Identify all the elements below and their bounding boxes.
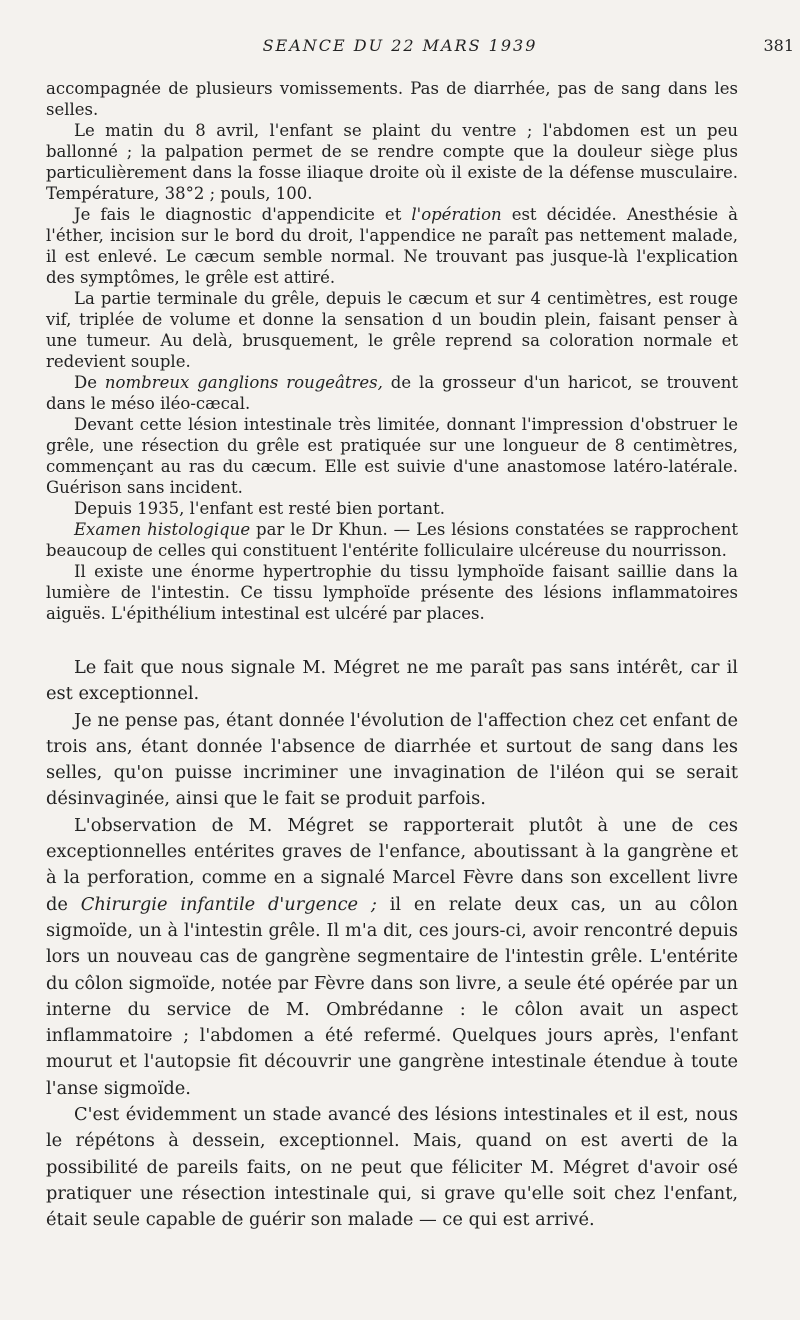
- paragraph: [46, 708, 738, 813]
- text-run: La partie terminale du grêle, depuis le cæcum et sur 4 centimètres, est rouge vif, triplée de volume et donne la sensation d un boudin plein, faisant penser à une tumeur. Au delà, brusquement, le grêle reprend sa coloration normale et redevient souple.: [46, 289, 738, 371]
- italic-text: nombreux ganglions rougeâtres,: [104, 373, 383, 392]
- paragraph: [46, 813, 738, 1102]
- running-header: [0, 36, 800, 60]
- text-run: Depuis 1935, l'enfant est resté bien portant.: [74, 499, 446, 518]
- paragraph: [46, 372, 738, 414]
- text-run: C'est évidemment un stade avancé des lésions intestinales et il est, nous le répétons à dessein, exceptionnel. Mais, quand on est averti de la possibilité de pareils faits, on ne peut que féliciter M. Mégret d'avoir osé pratiquer une résection intestinale qui, si grave qu'elle soit chez l'enfant, était seule capable de guérir son malade — ce qui est arrivé.: [46, 1104, 738, 1231]
- text-run: de la grosseur d'un haricot, se trouvent dans le méso iléo-cæcal.: [46, 373, 739, 413]
- text-run: De: [74, 373, 105, 392]
- text-run: Je ne pense pas, étant donnée l'évolution de l'affection chez cet enfant de trois ans, étant donnée l'absence de diarrhée et surtout de sang dans les selles, qu'on puisse incriminer une invagination de l'iléon qui se serait désinvaginée, ainsi que le fait se produit parfois.: [46, 709, 738, 810]
- paragraph: [46, 1102, 738, 1233]
- case-observation-text: [46, 78, 738, 624]
- paragraph: [46, 414, 738, 498]
- paragraph: [46, 561, 738, 624]
- page-number: 381: [763, 36, 794, 55]
- text-run: il en relate deux cas, un au côlon sigmoïde, un à l'intestin grêle. Il m'a dit, ces jours-ci, avoir rencontré depuis lors un nouveau cas de gangrène segmentaire de l'intestin grêle. L'entérite du côlon sigmoïde, notée par Fèvre dans son livre, a seule été opérée par un interne du service de M. Ombrédanne : le côlon avait un aspect inflammatoire ; l'abdomen a été refermé. Quelques jours après, l'enfant mourut et l'autopsie fit découvrir une gangrène intestinale étendue à toute l'anse sigmoïde.: [46, 893, 738, 1099]
- text-run: Le fait que nous signale M. Mégret ne me paraît pas sans intérêt, car il est exceptionnel.: [46, 657, 738, 705]
- text-run: est décidée. Anesthésie à l'éther, incision sur le bord du droit, l'appendice ne paraît pas nettement malade, il est enlevé. Le cæcum semble normal. Ne trouvant pas jusque-là l'explication des symptômes, le grêle est attiré.: [46, 205, 739, 287]
- running-title: SEANCE DU 22 MARS 1939: [262, 36, 538, 55]
- text-run: accompagnée de plusieurs vomissements. Pas de diarrhée, pas de sang dans les selles.: [46, 79, 738, 119]
- text-run: Je fais le diagnostic d'appendicite et: [74, 205, 412, 224]
- paragraph: [46, 120, 738, 204]
- paragraph: [46, 519, 738, 561]
- text-run: L'observation de M. Mégret se rapporterait plutôt à une de ces exceptionnelles entérites graves de l'enfance, aboutissant à la gangrène et à la perforation, comme en a signalé Marcel Fèvre dans son excellent livre de: [46, 814, 738, 915]
- text-run: Il existe une énorme hypertrophie du tissu lymphoïde faisant saillie dans la lumière de l'intestin. Ce tissu lymphoïde présente des lésions inflammatoires aiguës. L'épithélium intestinal est ulcéré par places.: [46, 562, 738, 623]
- italic-text: Examen histologique: [74, 520, 251, 539]
- text-run: Le matin du 8 avril, l'enfant se plaint du ventre ; l'abdomen est un peu ballonné ; la palpation permet de se rendre compte que la douleur siège plus particulièrement dans la fosse iliaque droite où il existe de la défense musculaire. Température, 38°2 ; pouls, 100.: [46, 121, 738, 203]
- paragraph: [46, 288, 738, 372]
- paragraph: [46, 498, 738, 519]
- paragraph: [46, 78, 738, 120]
- commentary-text: [46, 655, 738, 1234]
- italic-text: l'opération: [411, 205, 502, 224]
- text-run: par le Dr Khun. — Les lésions constatées se rapprochent beaucoup de celles qui constituent l'entérite folliculaire ulcéreuse du nourrisson.: [46, 520, 738, 560]
- paragraph: [46, 655, 738, 708]
- paragraph: [46, 204, 738, 288]
- italic-text: Chirurgie infantile d'urgence ;: [80, 893, 377, 915]
- text-run: Devant cette lésion intestinale très limitée, donnant l'impression d'obstruer le grêle, une résection du grêle est pratiquée sur une longueur de 8 centimètres, commençant au ras du cæcum. Elle est suivie d'une anastomose latéro-latérale. Guérison sans incident.: [46, 415, 738, 497]
